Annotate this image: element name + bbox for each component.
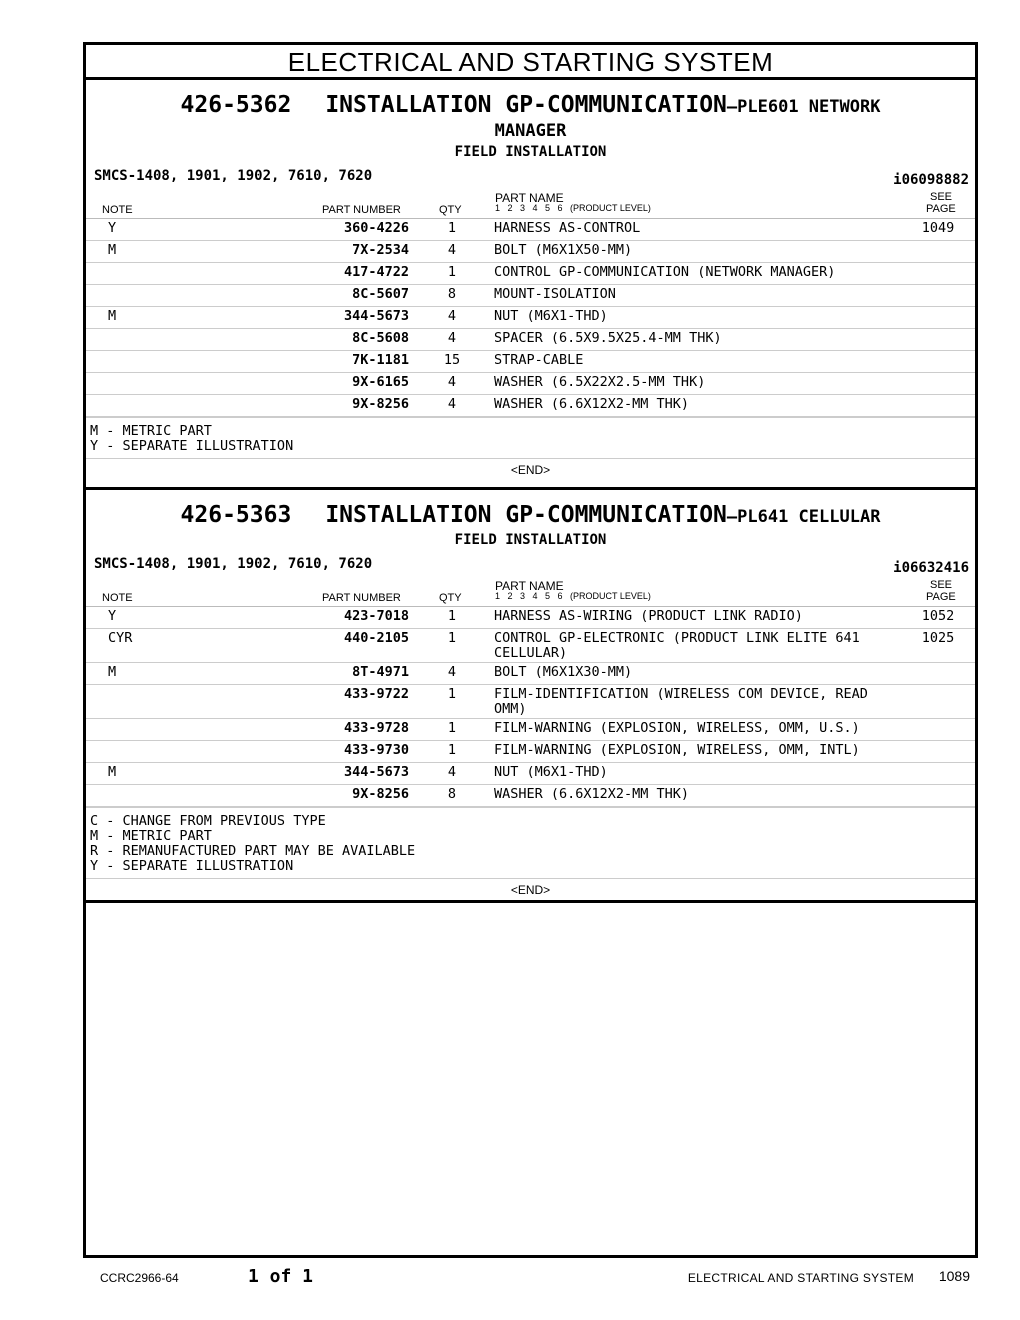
row-qty: 1 [447, 608, 457, 624]
row-qty: 4 [447, 396, 457, 412]
group-title-suffix: —PLE601 NETWORK [726, 97, 881, 117]
table-row [86, 285, 975, 307]
row-qty: 1 [447, 742, 457, 758]
row-part-name: HARNESS AS-WIRING (PRODUCT LINK RADIO) [494, 608, 803, 624]
row-qty: 15 [443, 352, 461, 368]
row-qty: 1 [447, 630, 457, 646]
table-row [86, 685, 975, 719]
system-title: ELECTRICAL AND STARTING SYSTEM [86, 45, 975, 80]
col-page-header: PAGE [926, 203, 956, 215]
table-row [86, 373, 975, 395]
col-product-level-header: 1 2 3 4 5 6 (PRODUCT LEVEL) [495, 203, 651, 213]
parts-section [86, 80, 975, 490]
row-qty: 4 [447, 330, 457, 346]
row-part-name: FILM-WARNING (EXPLOSION, WIRELESS, OMM, U.S.) [494, 720, 860, 736]
row-qty: 1 [447, 220, 457, 236]
end-marker: <END> [86, 458, 975, 481]
note-legend [86, 417, 975, 454]
row-part-name: SPACER (6.5X9.5X25.4-MM THK) [494, 330, 722, 346]
section-title [86, 502, 975, 530]
row-part-name: BOLT (M6X1X50-MM) [494, 242, 633, 258]
row-part-number: 8C-5608 [352, 330, 409, 346]
row-part-name: CONTROL GP-COMMUNICATION (NETWORK MANAGER) [494, 264, 836, 280]
smcs-row [86, 550, 975, 576]
end-marker: <END> [86, 878, 975, 901]
col-part-name-header: PART NAME [495, 191, 564, 205]
row-part-number: 433-9728 [343, 720, 409, 736]
table-row [86, 719, 975, 741]
column-headers [86, 188, 975, 219]
row-part-number: 440-2105 [343, 630, 409, 646]
row-note: CYR [108, 630, 133, 646]
section-heading [86, 490, 975, 550]
row-part-number: 8C-5607 [352, 286, 409, 302]
row-see-page: 1049 [921, 220, 955, 236]
group-subtitle: FIELD INSTALLATION [454, 144, 607, 160]
legend-item: M - METRIC PART [90, 828, 212, 844]
group-title: INSTALLATION GP-COMMUNICATION [325, 502, 727, 528]
row-see-page: 1025 [921, 630, 955, 646]
row-part-name: CONTROL GP-ELECTRONIC (PRODUCT LINK ELITE 641 [494, 630, 860, 646]
col-part-number-header: PART NUMBER [322, 592, 401, 604]
note-legend [86, 807, 975, 874]
legend-item: Y - SEPARATE ILLUSTRATION [90, 438, 294, 454]
group-title: INSTALLATION GP-COMMUNICATION [325, 92, 727, 118]
row-qty: 4 [447, 664, 457, 680]
row-part-number: 423-7018 [343, 608, 409, 624]
page-footer [0, 1266, 1020, 1290]
col-qty-header: QTY [439, 204, 462, 216]
table-row [86, 219, 975, 241]
table-row [86, 307, 975, 329]
col-note-header: NOTE [102, 204, 133, 216]
row-qty: 4 [447, 308, 457, 324]
row-qty: 1 [447, 686, 457, 702]
table-row [86, 741, 975, 763]
smcs-codes: SMCS-1408, 1901, 1902, 7610, 7620 [94, 168, 373, 184]
table-row [86, 663, 975, 685]
table-row [86, 263, 975, 285]
group-subtitle: FIELD INSTALLATION [454, 532, 607, 548]
row-qty: 4 [447, 764, 457, 780]
table-row [86, 785, 975, 807]
row-part-name: BOLT (M6X1X30-MM) [494, 664, 633, 680]
col-part-number-header: PART NUMBER [322, 204, 401, 216]
legend-item: R - REMANUFACTURED PART MAY BE AVAILABLE [90, 843, 416, 859]
col-see-header: SEE [930, 579, 953, 591]
legend-item: M - METRIC PART [90, 423, 212, 439]
row-part-number: 7K-1181 [352, 352, 409, 368]
legend-item: C - CHANGE FROM PREVIOUS TYPE [90, 813, 326, 829]
row-note: M [108, 308, 117, 324]
smcs-codes: SMCS-1408, 1901, 1902, 7610, 7620 [94, 556, 373, 572]
row-part-name: MOUNT-ISOLATION [494, 286, 616, 302]
row-qty: 1 [447, 264, 457, 280]
row-note: M [108, 764, 117, 780]
col-page-header: PAGE [926, 591, 956, 603]
row-part-name: FILM-IDENTIFICATION (WIRELESS COM DEVICE, READ [494, 686, 868, 702]
row-note: M [108, 664, 117, 680]
row-part-name: HARNESS AS-CONTROL [494, 220, 641, 236]
table-row [86, 607, 975, 629]
table-row [86, 329, 975, 351]
legend-item: Y - SEPARATE ILLUSTRATION [90, 858, 294, 874]
col-note-header: NOTE [102, 592, 133, 604]
row-qty: 4 [447, 374, 457, 390]
row-part-name: WASHER (6.6X12X2-MM THK) [494, 786, 690, 802]
group-title-continued: MANAGER [494, 121, 567, 141]
row-part-number: 9X-6165 [352, 374, 409, 390]
section-heading [86, 80, 975, 162]
footer-doc-code: CCRC2966-64 [100, 1271, 179, 1285]
footer-system-name: ELECTRICAL AND STARTING SYSTEM [687, 1271, 914, 1285]
col-see-header: SEE [930, 191, 953, 203]
row-note: Y [108, 220, 117, 236]
table-row [86, 763, 975, 785]
row-qty: 1 [447, 720, 457, 736]
row-part-number: 344-5673 [343, 308, 409, 324]
footer-page-of: 1 of 1 [248, 1266, 314, 1287]
col-qty-header: QTY [439, 592, 462, 604]
row-part-name-continued: CELLULAR) [494, 645, 568, 661]
page-frame [83, 42, 978, 1258]
section-title [86, 92, 975, 120]
row-part-number: 9X-8256 [352, 786, 409, 802]
row-part-number: 417-4722 [343, 264, 409, 280]
footer-page-number: 1089 [938, 1268, 970, 1284]
row-part-number: 360-4226 [343, 220, 409, 236]
row-part-number: 9X-8256 [352, 396, 409, 412]
row-part-number: 344-5673 [343, 764, 409, 780]
row-part-name: NUT (M6X1-THD) [494, 764, 608, 780]
table-row [86, 629, 975, 663]
row-part-number: 433-9730 [343, 742, 409, 758]
row-qty: 4 [447, 242, 457, 258]
row-part-number: 8T-4971 [352, 664, 409, 680]
row-qty: 8 [447, 786, 457, 802]
smcs-row [86, 162, 975, 188]
row-part-name: NUT (M6X1-THD) [494, 308, 608, 324]
table-row [86, 351, 975, 373]
illustration-id: i06098882 [893, 172, 969, 188]
group-number: 426-5363 [180, 502, 292, 528]
col-part-name-header: PART NAME [495, 579, 564, 593]
row-part-name: WASHER (6.5X22X2.5-MM THK) [494, 374, 706, 390]
row-note: M [108, 242, 117, 258]
row-qty: 8 [447, 286, 457, 302]
table-row [86, 395, 975, 417]
row-part-number: 7X-2534 [352, 242, 409, 258]
row-part-name-continued: OMM) [494, 701, 527, 717]
group-title-suffix: —PL641 CELLULAR [726, 507, 881, 527]
sections-container [86, 80, 975, 903]
row-see-page: 1052 [921, 608, 955, 624]
illustration-id: i06632416 [893, 560, 969, 576]
row-part-name: FILM-WARNING (EXPLOSION, WIRELESS, OMM, INTL) [494, 742, 860, 758]
table-row [86, 241, 975, 263]
row-part-number: 433-9722 [343, 686, 409, 702]
parts-section [86, 490, 975, 903]
group-number: 426-5362 [180, 92, 292, 118]
column-headers [86, 576, 975, 607]
row-part-name: STRAP-CABLE [494, 352, 584, 368]
col-product-level-header: 1 2 3 4 5 6 (PRODUCT LEVEL) [495, 591, 651, 601]
row-part-name: WASHER (6.6X12X2-MM THK) [494, 396, 690, 412]
row-note: Y [108, 608, 117, 624]
